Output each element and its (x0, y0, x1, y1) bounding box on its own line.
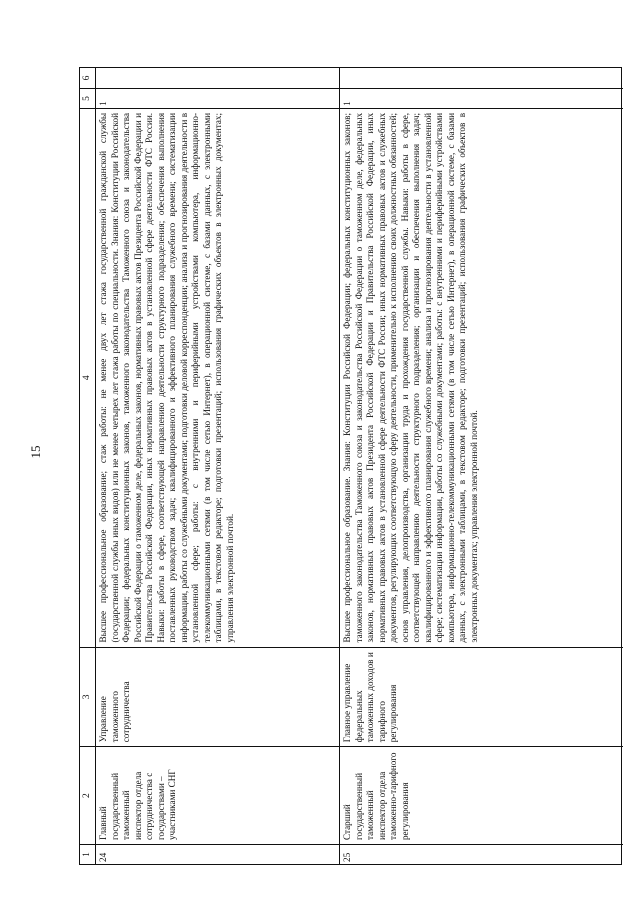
header-cell-3: 3 (80, 647, 95, 747)
column-5-value: 1 (340, 88, 623, 108)
positions-table (79, 67, 622, 865)
page-number: 15 (28, 445, 43, 459)
column-6-value (340, 68, 623, 88)
department-name: Управление таможенного сотрудничества (96, 647, 339, 747)
table-header-row (80, 68, 96, 864)
row-number: 24 (96, 844, 339, 864)
header-cell-6: 6 (82, 75, 92, 81)
header-cell-1: 1 (80, 844, 95, 864)
header-cell-2: 2 (80, 746, 95, 844)
rotated-table-frame (79, 67, 622, 865)
qualification-requirements: Высшее профессиональное образование; стаж работы: не менее двух лет стажа государственной гражданской службы (государственной службы иных видов) или не менее четырех лет стажа работы по специальности. Знания: Конституции Российской Федерации; федеральных конституционных законов, таможенного законодательства Таможенного союза и законодательства Российской Федерации о таможенном деле, федеральных законов, нормативных правовых актов Президента Российской Федерации и Правительства Российской Федерации, иных нормативных правовых актов в установленной сфере деятельности ФТС России. Навыки: работы в сфере, соответствующей направлению деятельности структурного подразделения; обеспечения выполнения поставленных руководством задач; квалифицированного и эффективного планирования служебного времени; систематизации информации, работы со служебными документами; подготовки деловой корреспонденции; анализа и прогнозирования деятельности в установленной сфере; работы: с внутренними и периферийными устройствами компьютера, информационно-телекоммуникационными сетями (в том числе сетью Интернет), в операционной системе, с базами данных, с электронными таблицами, в текстовом редакторе; подготовки презентаций; использования графических объектов в электронных документах; управления электронной почтой. (96, 108, 339, 647)
header-cell-4: 4 (80, 108, 95, 647)
qualification-requirements: Высшее профессиональное образование. Знания: Конституции Российской Федерации; федеральных конституционных законов; таможенного законодательства Таможенного союза и законодательства Российской Федерации о таможенном деле, федеральных законов, нормативных правовых актов Президента Российской Федерации и Правительства Российской Федерации, иных нормативных правовых актов в установленной сфере деятельности ФТС России; иных нормативных правовых актов и служебных документов, регулирующих соответствующую сферу деятельности, применительно к исполнению своих должностных обязанностей; основ управления, делопроизводства, организации труда и прохождения государственной службы. Навыки: работы в сфере, соответствующей направлению деятельности структурного подразделения; организации и обеспечения выполнения задач; квалифицированного и эффективного планирования служебного времени; анализа и прогнозирования деятельности в установленной сфере; систематизации информации, работы со служебными документами; работы: с внутренними и периферийными устройствами компьютера, информационно-телекоммуникационными сетями (в том числе сетью Интернет), в операционной системе, с базами данных, с электронными таблицами, в текстовом редакторе; подготовки презентаций; использования графических объектов в электронных документах; управления электронной почтой. (340, 108, 623, 647)
department-name: Главное управление федеральных таможенных доходов и тарифного регулирования (340, 647, 623, 747)
column-5-value: 1 (96, 88, 339, 108)
header-cell-5: 5 (80, 88, 95, 108)
table-row (340, 68, 623, 864)
row-number: 25 (340, 844, 623, 864)
column-6-value (96, 68, 339, 88)
table-row (96, 68, 340, 864)
position-title: Старший государственный таможенный инспектор отдела таможенно-тарифного регулирования (340, 746, 623, 844)
position-title: Главный государственный таможенный инспектор отдела сотрудничества с государствами – участниками СНГ (96, 746, 339, 844)
